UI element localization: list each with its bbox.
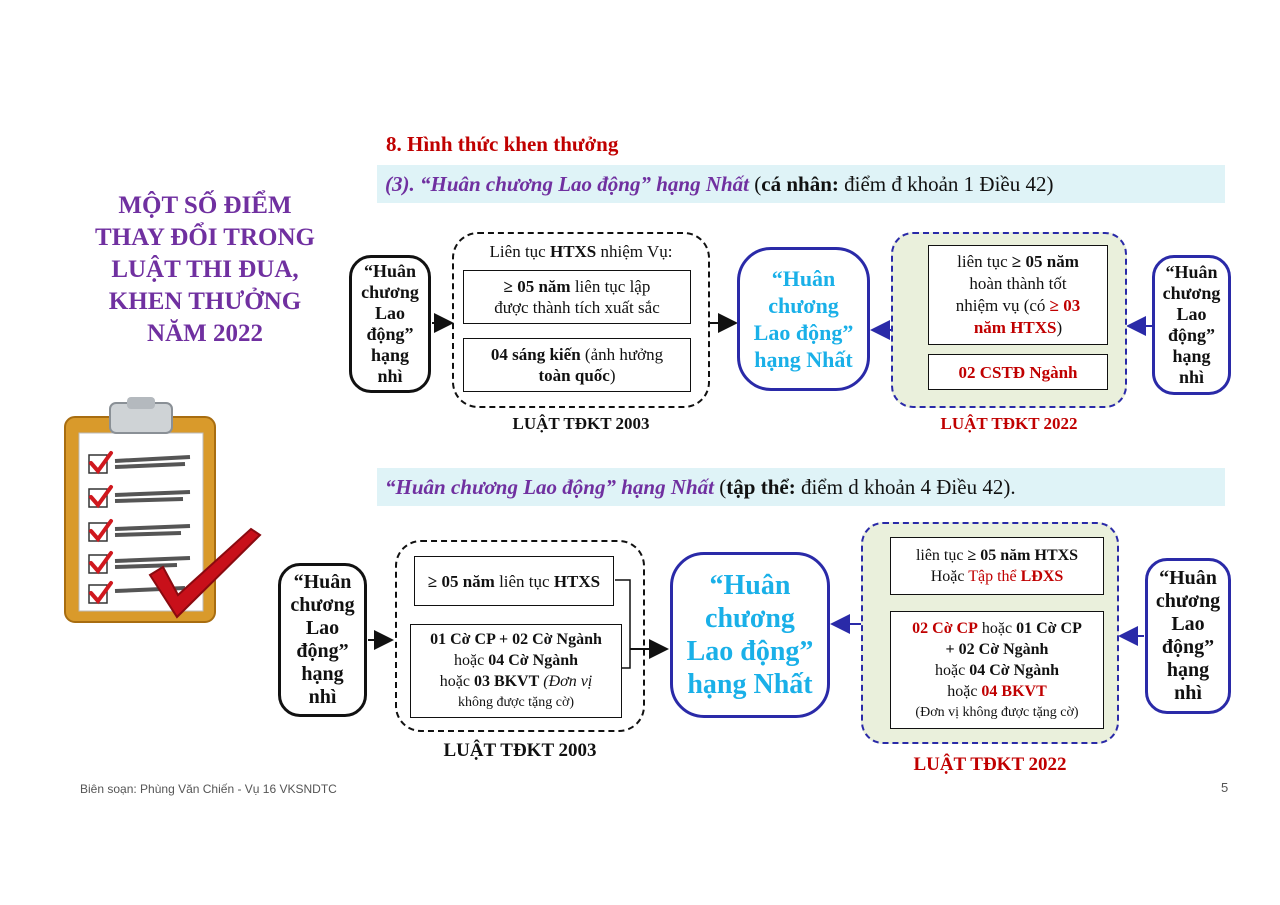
- individual-from-medal-right: “Huân chương Lao động” hạng nhì: [1152, 255, 1231, 395]
- individual-law2003-box2: 04 sáng kiến (ảnh hưởng toàn quốc): [463, 338, 691, 392]
- collective-law2022-box2: 02 Cờ CP hoặc 01 Cờ CP + 02 Cờ Ngành hoặc 04 Cờ Ngành hoặc 04 BKVT (Đơn vị không được tặng cờ): [890, 611, 1104, 729]
- collective-law2022-box1: liên tục ≥ 05 năm HTXS Hoặc Tập thể LĐXS: [890, 537, 1104, 595]
- individual-law2003-box1: ≥ 05 năm liên tục lập được thành tích xuất sắc: [463, 270, 691, 324]
- individual-law2003-label: LUẬT TĐKT 2003: [512, 414, 650, 433]
- individual-from-medal: “Huân chương Lao động” hạng nhì: [349, 255, 431, 393]
- individual-law2022-box1: liên tục ≥ 05 năm hoàn thành tốt nhiệm vụ (có ≥ 03 năm HTXS): [928, 245, 1108, 345]
- section-heading: 8. Hình thức khen thưởng: [386, 132, 619, 156]
- collective-band: “Huân chương Lao động” hạng Nhất (tập thể: điểm d khoản 4 Điều 42).: [377, 468, 1225, 506]
- page-number: 5: [1221, 780, 1229, 795]
- collective-law2003-box2: 01 Cờ CP + 02 Cờ Ngành hoặc 04 Cờ Ngành hoặc 03 BKVT (Đơn vị không được tặng cờ): [410, 624, 622, 718]
- collective-law2003-box1: ≥ 05 năm liên tục HTXS: [414, 556, 614, 606]
- collective-law2003-label: LUẬT TĐKT 2003: [443, 740, 597, 761]
- collective-from-medal: “Huân chương Lao động” hạng nhì: [278, 563, 367, 717]
- individual-law2022-box2: 02 CSTĐ Ngành: [928, 354, 1108, 390]
- slide-title: MỘT SỐ ĐIỂM THAY ĐỔI TRONG LUẬT THI ĐUA, KHEN THƯỞNG NĂM 2022: [95, 192, 315, 347]
- individual-law2003-header: Liên tục HTXS nhiệm Vụ:: [489, 242, 673, 261]
- individual-target-medal: “Huân chương Lao động” hạng Nhất: [737, 247, 870, 391]
- collective-target-medal: “Huân chương Lao động” hạng Nhất: [670, 552, 830, 718]
- footer-credit: Biên soạn: Phùng Văn Chiến - Vụ 16 VKSNDTC: [80, 782, 337, 796]
- individual-band: (3). “Huân chương Lao động” hạng Nhất (cá nhân: điểm đ khoản 1 Điều 42): [377, 165, 1225, 203]
- clipboard-checklist-icon: [55, 395, 265, 635]
- collective-law2022-label: LUẬT TĐKT 2022: [913, 754, 1067, 775]
- individual-law2022-label: LUẬT TĐKT 2022: [940, 414, 1078, 433]
- collective-from-medal-right: “Huân chương Lao động” hạng nhì: [1145, 558, 1231, 714]
